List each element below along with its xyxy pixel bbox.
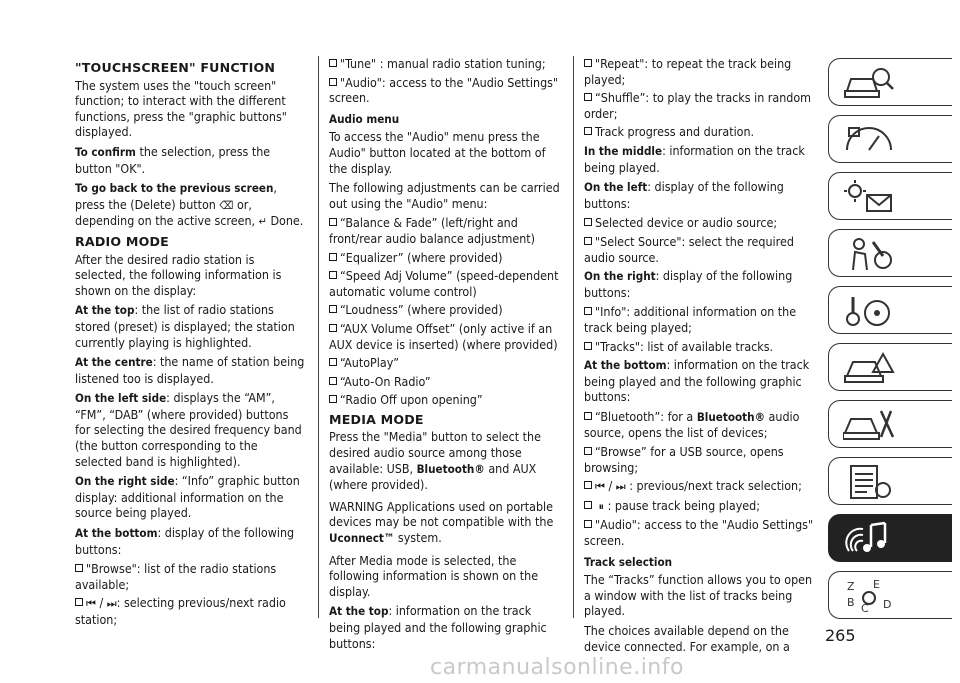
list-item: “Loudness” (where provided) <box>329 302 561 318</box>
subheading-track-selection: Track selection <box>584 554 673 569</box>
text-column-1 <box>75 56 307 631</box>
delete-icon: ⌫ <box>219 198 234 212</box>
watermark: carmanualsonline.info <box>430 655 684 680</box>
multimedia-icon <box>843 521 895 557</box>
paragraph: At the top: information on the track being played and the following graphic buttons: <box>329 603 547 651</box>
list-item: “Auto-On Radio” <box>329 374 561 390</box>
wrench-car-icon <box>843 407 895 443</box>
car-search-icon <box>843 65 895 101</box>
heading-touchscreen: "TOUCHSCREEN" FUNCTION <box>75 60 276 75</box>
list-item: “AutoPlay” <box>329 355 561 371</box>
text-column-3 <box>584 56 816 658</box>
tab-alphabetical-index[interactable] <box>828 571 952 619</box>
paragraph: At the bottom: information on the track being played and the following graphic buttons: <box>584 357 810 405</box>
tab-wrench-car[interactable] <box>828 400 952 448</box>
tab-dashboard[interactable] <box>828 115 952 163</box>
paragraph: The “Tracks” function allows you to open a window with the list of tracks being played. <box>584 572 813 619</box>
tab-multimedia[interactable] <box>828 514 952 562</box>
svg-text:C: C <box>861 602 869 614</box>
airbag-safety-icon <box>843 236 895 272</box>
paragraph: The system uses the "touch screen" function; to interact with the different functions, press the "graphic buttons" displayed. <box>75 77 287 140</box>
bullet-square-icon <box>75 598 83 606</box>
svg-text:E: E <box>873 578 880 591</box>
bullet-square-icon <box>584 412 592 420</box>
bullet-square-icon <box>329 78 337 86</box>
svg-text:Z: Z <box>847 580 855 593</box>
paragraph: At the centre: the name of station being listened too is displayed. <box>75 354 305 386</box>
tab-sun-envelope[interactable] <box>828 172 952 220</box>
paragraph: After the desired radio station is selected, the following information is shown on the display: <box>75 251 282 298</box>
paragraph: In the middle: information on the track being played. <box>584 142 805 175</box>
bullet-square-icon <box>584 447 592 455</box>
tab-airbag-safety[interactable] <box>828 229 952 277</box>
bullet-square-icon <box>584 520 592 528</box>
list-item: "Select Source": select the required audio source. <box>584 233 794 265</box>
bullet-square-icon <box>584 501 592 509</box>
paragraph: To access the "Audio" menu press the Audio" button located at the bottom of the display. <box>329 129 546 176</box>
list-item: "Browse": list of the radio stations available; <box>75 561 277 592</box>
tab-starting-driving[interactable] <box>828 286 952 334</box>
paragraph: The following adjustments can be carried out using the "Audio" menu: <box>329 180 560 211</box>
svg-text:D: D <box>883 598 892 611</box>
list-item: "Tune" : manual radio station tuning; <box>329 56 561 72</box>
bullet-square-icon <box>329 395 337 403</box>
bullet-square-icon <box>329 324 337 332</box>
skip-next-icon: ⏭ <box>615 480 626 494</box>
starting-driving-icon <box>843 293 895 329</box>
list-item: Track progress and duration. <box>584 124 816 140</box>
tab-car-search[interactable] <box>828 58 952 106</box>
column-divider <box>318 56 319 618</box>
list-item: Selected device or audio source; <box>584 215 816 231</box>
sun-envelope-icon <box>843 179 895 215</box>
warning-car-icon <box>843 350 895 386</box>
list-item: “Balance & Fade” (left/right and front/rear audio balance adjustment) <box>329 215 535 246</box>
bullet-square-icon <box>584 307 592 315</box>
heading-radio-mode: RADIO MODE <box>75 233 169 249</box>
text-column-2 <box>329 56 561 655</box>
list-item: "Tracks": list of available tracks. <box>584 339 816 355</box>
bullet-square-icon <box>329 218 337 226</box>
skip-next-icon: ⏭ <box>106 597 117 611</box>
list-item: "Audio": access to the "Audio Settings" screen. <box>329 74 559 106</box>
skip-prev-icon: ⏮ <box>86 597 96 611</box>
alphabetical-index-icon <box>843 578 895 614</box>
paragraph: After Media mode is selected, the following information is shown on the display. <box>329 552 539 599</box>
bullet-square-icon <box>329 358 337 366</box>
bullet-square-icon <box>584 218 592 226</box>
paragraph: At the top: the list of radio stations stored (preset) is displayed; the station currently playing is highlighted. <box>75 302 295 350</box>
bullet-square-icon <box>584 93 592 101</box>
list-item: ⏸ : pause track being played; <box>584 498 816 515</box>
bullet-square-icon <box>584 237 592 245</box>
paragraph: On the left side: displays the “AM”, “FM”, “DAB” (where provided) buttons for selecting the desired frequency band (the button corresponding to the selected band is highlighted). <box>75 390 302 469</box>
bullet-square-icon <box>584 481 592 489</box>
list-item: “Speed Adj Volume” (speed-dependent automatic volume control) <box>329 268 559 299</box>
list-item: ⏮ / ⏭: selecting previous/next radio station; <box>75 595 286 627</box>
paragraph: To go back to the previous screen, press the (Delete) button ⌫ or, depending on the active screen, ↵ Done. <box>75 180 304 229</box>
bullet-square-icon <box>584 127 592 135</box>
list-item: "Repeat": to repeat the track being played; <box>584 56 792 87</box>
bullet-square-icon <box>329 377 337 385</box>
bullet-square-icon <box>329 59 337 67</box>
bullet-square-icon <box>329 271 337 279</box>
paragraph: To confirm the selection, press the button "OK". <box>75 143 271 176</box>
svg-text:B: B <box>847 596 855 609</box>
bullet-square-icon <box>75 564 83 572</box>
list-item: "Info": additional information on the track being played; <box>584 304 797 335</box>
pause-icon: ⏸ <box>598 499 605 513</box>
bullet-square-icon <box>329 305 337 313</box>
page-number: 265 <box>825 626 856 645</box>
paragraph: On the left: display of the following buttons: <box>584 179 784 211</box>
paragraph: On the right: display of the following buttons: <box>584 268 793 300</box>
list-item: “Radio Off upon opening” <box>329 392 561 408</box>
list-item: ⏮ / ⏭ : previous/next track selection; <box>584 478 816 495</box>
warning-paragraph: WARNING Applications used on portable devices may be not compatible with the Uconnect™ system. <box>329 498 554 546</box>
column-divider <box>573 56 574 618</box>
bullet-square-icon <box>584 59 592 67</box>
list-item: “Bluetooth”: for a Bluetooth® audio source, opens the list of devices; <box>584 408 800 441</box>
paragraph: The choices available depend on the device connected. For example, on a <box>584 623 790 654</box>
bullet-square-icon <box>329 253 337 261</box>
subheading-audio-menu: Audio menu <box>329 111 400 126</box>
paragraph: At the bottom: display of the following buttons: <box>75 525 295 557</box>
paragraph: Press the "Media" button to select the desired audio source among those available: USB, Bluetooth® and AUX (where provided). <box>329 429 541 493</box>
technical-data-icon <box>843 464 895 500</box>
list-item: “AUX Volume Offset” (only active if an AUX device is inserted) (where provided) <box>329 320 558 352</box>
tab-warning-car[interactable] <box>828 343 952 391</box>
list-item: “Shuffle”: to play the tracks in random order; <box>584 90 812 121</box>
skip-prev-icon: ⏮ <box>595 480 605 494</box>
list-item: “Browse” for a USB source, opens browsing; <box>584 444 784 475</box>
tab-technical-data[interactable] <box>828 457 952 505</box>
paragraph: On the right side: “Info” graphic button display: additional information on the source being played. <box>75 473 300 521</box>
dashboard-lights-icon <box>843 122 895 158</box>
back-arrow-icon: ↵ <box>258 215 267 229</box>
list-item: "Audio": access to the "Audio Settings" screen. <box>584 517 814 549</box>
heading-media-mode: MEDIA MODE <box>329 411 424 427</box>
list-item: “Equalizer” (where provided) <box>329 250 561 266</box>
bullet-square-icon <box>584 342 592 350</box>
